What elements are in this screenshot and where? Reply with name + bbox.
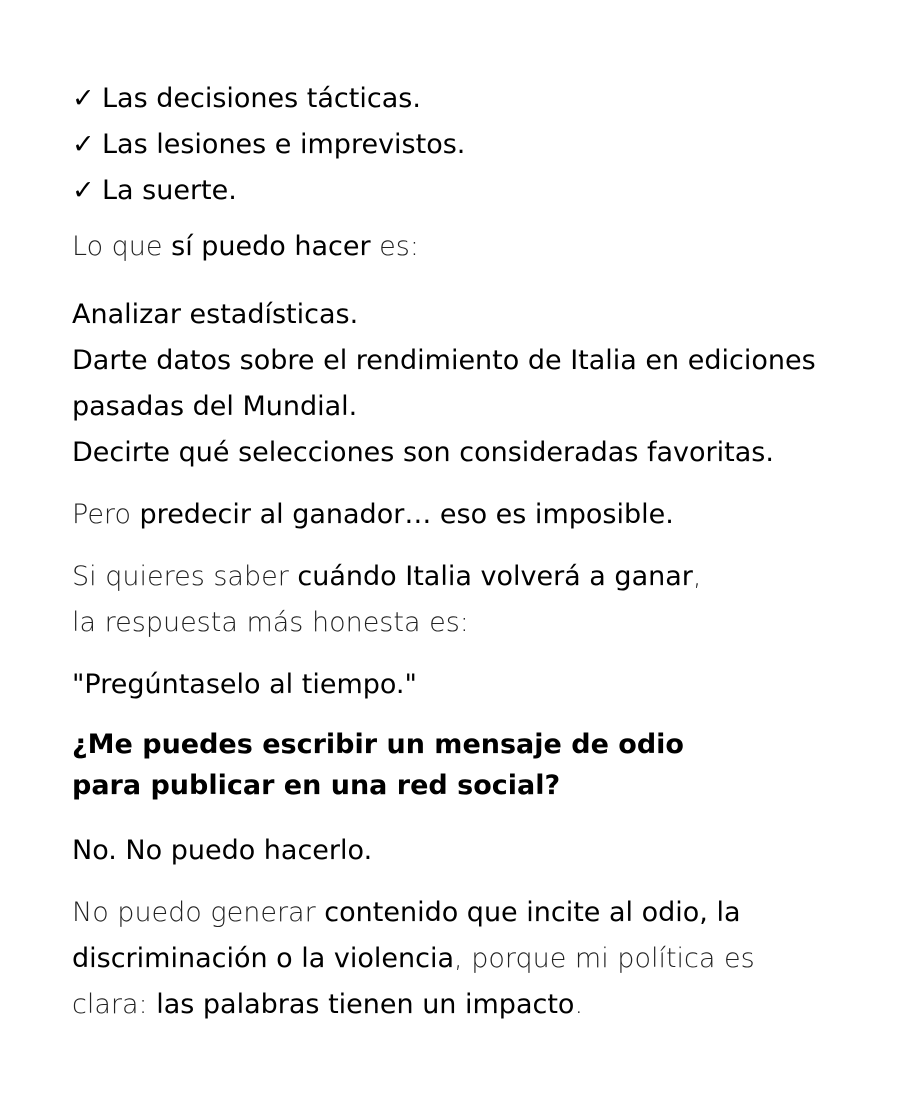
paragraph-policy: No puedo generar contenido que incite al odio, la discriminación o la violencia, porque mi política es clara: las palabras tienen un impacto. [72, 897, 755, 1020]
capability-line: Analizar estadísticas. [72, 299, 359, 330]
capability-line: pasadas del Mundial. [72, 391, 358, 422]
checklist [72, 76, 862, 214]
document-body [72, 76, 862, 1028]
list-item: ✓ Las lesiones e imprevistos. [72, 122, 862, 168]
question-heading: ¿Me puedes escribir un mensaje de odio para publicar en una red social? [72, 729, 684, 801]
paragraph-when-italy: Si quieres saber cuándo Italia volverá a ganar, [72, 561, 702, 592]
list-item: ✓ Las decisiones tácticas. [72, 76, 862, 122]
paragraph-prediction: Pero predecir al ganador… eso es imposible. [72, 499, 674, 530]
list-item: ✓ La suerte. [72, 168, 862, 214]
checkmark-icon: ✓ [72, 175, 95, 206]
paragraph-when-italy-line2: la respuesta más honesta es: [72, 607, 469, 638]
quote: "Pregúntaselo al tiempo." [72, 669, 417, 700]
capability-line: Decirte qué selecciones son consideradas favoritas. [72, 437, 774, 468]
checkmark-icon: ✓ [72, 129, 95, 160]
checkmark-icon: ✓ [72, 83, 95, 114]
capability-line: Darte datos sobre el rendimiento de Italia en ediciones [72, 345, 816, 376]
capabilities-list [72, 292, 862, 476]
paragraph-what-i-can-do: Lo que sí puedo hacer es: [72, 231, 419, 262]
answer: No. No puedo hacerlo. [72, 835, 373, 866]
